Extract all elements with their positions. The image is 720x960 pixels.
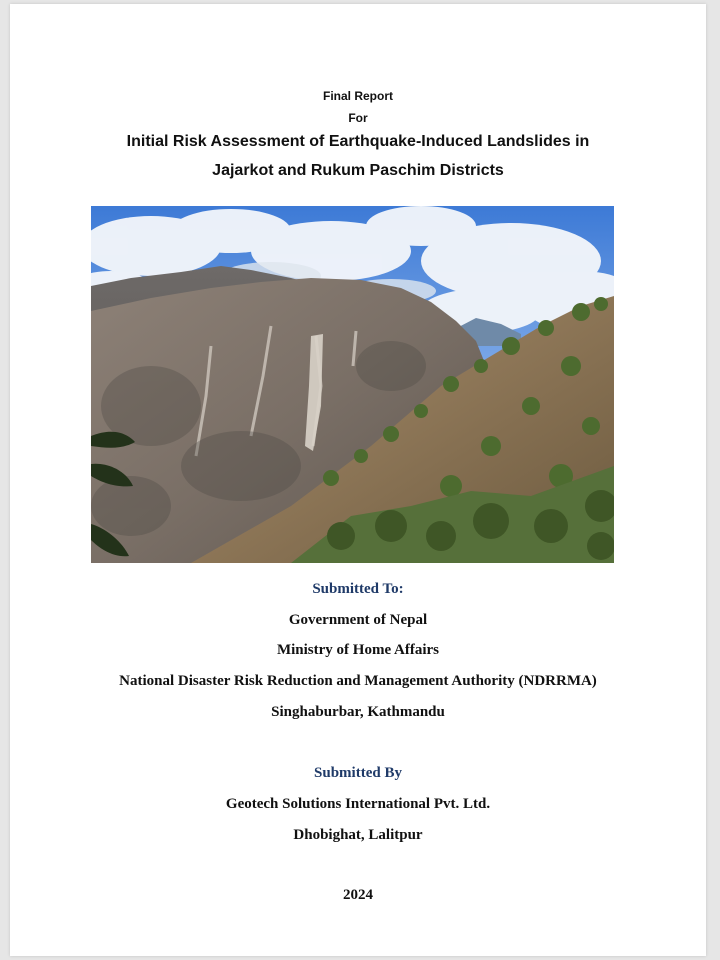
submitted-by-line-2: Dhobighat, Lalitpur [293, 827, 423, 843]
report-year: 2024 [343, 887, 373, 903]
submitted-to-line-2: Ministry of Home Affairs [276, 642, 440, 658]
submitted-by-heading: Submitted By [314, 765, 402, 781]
submitted-to-line-4: Singhaburbar, Kathmandu [271, 704, 445, 720]
submitted-to-line-1: Government of Nepal [288, 612, 428, 628]
report-label: Final Report [322, 89, 393, 103]
report-title-line1: Initial Risk Assessment of Earthquake-Induced Landslides in [126, 133, 590, 150]
report-cover-page [10, 4, 706, 956]
submitted-by-line-1: Geotech Solutions International Pvt. Ltd. [225, 796, 491, 812]
submitted-to-heading: Submitted To: [312, 581, 404, 597]
report-title-line2: Jajarkot and Rukum Paschim Districts [212, 162, 504, 179]
landscape-photo [91, 206, 614, 563]
report-for: For [348, 111, 368, 125]
submitted-to-line-3: National Disaster Risk Reduction and Management Authority (NDRRMA) [119, 673, 597, 689]
